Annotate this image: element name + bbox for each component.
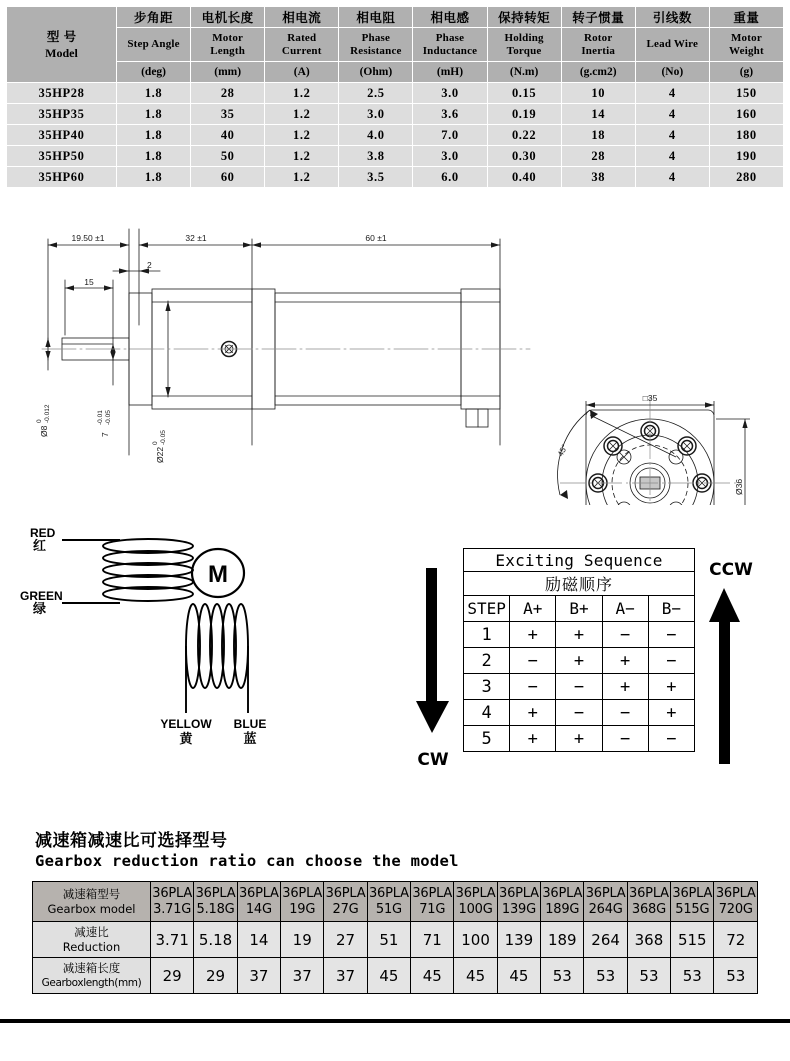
spec-cell-value: 1.8	[117, 167, 191, 188]
spec-cell-model: 35HP50	[7, 146, 117, 167]
dim-pilot-tol-top: 0	[152, 441, 159, 445]
spec-cell-value: 2.5	[339, 83, 413, 104]
lead-green-cn: 绿	[33, 602, 47, 617]
gearbox-model-prefix: 36PLA	[585, 885, 626, 901]
exciting-sequence-body	[464, 549, 695, 752]
gearbox-row-length	[33, 958, 758, 994]
spec-header-row-units	[7, 62, 784, 83]
spec-header-row-en	[7, 28, 784, 62]
spec-col-header-cn-4: 相电感	[413, 7, 487, 28]
gearbox-rowhead-length-cn: 减速箱长度	[62, 960, 121, 975]
gearbox-cell-reduction: 51	[367, 922, 410, 958]
spec-cell-value: 3.0	[413, 83, 487, 104]
gearbox-rowhead-reduction	[33, 922, 151, 958]
gearbox-cell-reduction: 515	[671, 922, 714, 958]
dim-pilot-group	[152, 430, 167, 463]
exciting-sequence-container	[463, 548, 695, 752]
spec-col-header-cn-1: 电机长度	[191, 7, 265, 28]
spec-cell-value: 28	[191, 83, 265, 104]
exc-cell-phase: +	[510, 622, 556, 648]
lead-blue-en: BLUE	[233, 717, 267, 731]
exc-cell-phase: +	[556, 726, 602, 752]
spec-cell-model: 35HP40	[7, 125, 117, 146]
spec-cell-value: 1.8	[117, 125, 191, 146]
gearbox-model-suffix: 51G	[375, 901, 402, 917]
spec-cell-value: 3.0	[413, 146, 487, 167]
spec-cell-value: 50	[191, 146, 265, 167]
exc-header-a-minus: A−	[602, 596, 648, 622]
exc-header-a-plus: A+	[510, 596, 556, 622]
spec-cell-value: 1.2	[265, 125, 339, 146]
spec-header-row-cn	[7, 7, 784, 28]
exc-header-step: STEP	[464, 596, 510, 622]
exc-header-b-minus: B−	[648, 596, 694, 622]
gearbox-model-prefix: 36PLA	[368, 885, 409, 901]
exc-cell-phase: −	[602, 700, 648, 726]
spec-col-unit-0: (deg)	[117, 62, 191, 83]
gearbox-model-prefix: 36PLA	[542, 885, 583, 901]
exciting-sequence-row	[464, 674, 695, 700]
gearbox-cell-reduction: 264	[584, 922, 627, 958]
spec-cell-value: 14	[561, 104, 635, 125]
spec-model-header-cn: 型 号	[46, 28, 77, 44]
spec-col-header-cn-2: 相电流	[265, 7, 339, 28]
gearbox-row-model	[33, 882, 758, 922]
spec-col-unit-7: (No)	[635, 62, 709, 83]
gearbox-model-suffix: 19G	[289, 901, 316, 917]
gearbox-model-prefix: 36PLA	[629, 885, 669, 901]
gearbox-cell-length: 45	[367, 958, 410, 994]
dim-flat-tol-top: -0.01	[97, 410, 104, 425]
gearbox-cell-reduction: 3.71	[151, 922, 194, 958]
exc-cell-step: 2	[464, 648, 510, 674]
gearbox-model-suffix: 5.18G	[196, 901, 235, 917]
gearbox-cell-reduction: 72	[714, 922, 758, 958]
coil-b-group	[186, 604, 248, 713]
winding-wiring-diagram	[0, 520, 440, 790]
dim-flat: 7	[100, 432, 110, 437]
spec-cell-value: 4	[635, 83, 709, 104]
gearbox-model-suffix: 3.71G	[153, 901, 192, 917]
gearbox-cell-length: 45	[411, 958, 454, 994]
spec-cell-value: 28	[561, 146, 635, 167]
spec-col-header-en-8: Motor Weight	[709, 28, 783, 62]
spec-cell-value: 1.2	[265, 146, 339, 167]
spec-col-header-cn-7: 引线数	[635, 7, 709, 28]
spec-cell-value: 35	[191, 104, 265, 125]
cw-direction-indicator	[408, 568, 458, 768]
gearbox-cell-model	[627, 882, 670, 922]
spec-cell-value: 160	[709, 104, 783, 125]
spec-col-unit-8: (g)	[709, 62, 783, 83]
exc-title-row-cn	[464, 572, 695, 596]
spec-col-unit-6: (g.cm2)	[561, 62, 635, 83]
gearbox-cell-length: 53	[627, 958, 670, 994]
dim-circle-36-group	[734, 479, 744, 495]
gearbox-cell-length: 45	[497, 958, 540, 994]
spec-cell-value: 4.0	[339, 125, 413, 146]
lead-red-en: RED	[30, 526, 56, 540]
dim-square-35: □35	[642, 393, 658, 403]
exc-cell-phase: −	[510, 648, 556, 674]
gearbox-model-suffix: 100G	[458, 901, 493, 917]
spec-table-row	[7, 104, 784, 125]
spec-table-body	[7, 83, 784, 188]
spec-cell-model: 35HP28	[7, 83, 117, 104]
spec-col-unit-1: (mm)	[191, 62, 265, 83]
lead-yellow-en: YELLOW	[160, 717, 212, 731]
spec-cell-value: 4	[635, 125, 709, 146]
gearbox-table-container	[32, 881, 758, 994]
gearbox-cell-reduction: 19	[281, 922, 324, 958]
end-view-group	[555, 397, 750, 505]
gearbox-rowhead-reduction-cn: 减速比	[74, 924, 109, 939]
gearbox-cell-model	[237, 882, 280, 922]
exc-cell-phase: +	[556, 622, 602, 648]
gearbox-table-body	[33, 882, 758, 994]
gearbox-cell-length: 53	[714, 958, 758, 994]
gearbox-title-en: Gearbox reduction ratio can choose the model	[35, 852, 459, 870]
wiring-labels	[20, 526, 266, 747]
gearbox-table	[32, 881, 758, 994]
gearbox-cell-length: 53	[671, 958, 714, 994]
gearbox-cell-model	[151, 882, 194, 922]
dim-gearbox-length: 19.50 ±1	[71, 233, 105, 243]
gearbox-rowhead-model-cn: 减速箱型号	[62, 886, 121, 901]
spec-cell-value: 6.0	[413, 167, 487, 188]
gearbox-model-prefix: 36PLA	[325, 885, 366, 901]
spec-cell-value: 1.2	[265, 83, 339, 104]
spec-cell-value: 4	[635, 104, 709, 125]
spec-col-unit-3: (Ohm)	[339, 62, 413, 83]
spec-cell-value: 180	[709, 125, 783, 146]
spec-model-header-en: Model	[45, 45, 78, 60]
exc-cell-step: 4	[464, 700, 510, 726]
motor-symbol-label: M	[208, 561, 228, 588]
exciting-sequence-row	[464, 726, 695, 752]
exc-cell-step: 3	[464, 674, 510, 700]
dim-shaft-diameter: Ø8	[39, 425, 49, 437]
gearbox-cell-length: 29	[194, 958, 237, 994]
spec-cell-model: 35HP35	[7, 104, 117, 125]
spec-col-header-en-6: Rotor Inertia	[561, 28, 635, 62]
exc-cell-phase: −	[648, 726, 694, 752]
spec-cell-value: 18	[561, 125, 635, 146]
motor-dimension-drawing	[0, 205, 790, 505]
spec-col-header-cn-3: 相电阻	[339, 7, 413, 28]
spec-table-row	[7, 83, 784, 104]
gearbox-cell-length: 53	[541, 958, 584, 994]
spec-col-header-en-5: Holding Torque	[487, 28, 561, 62]
spec-col-unit-4: (mH)	[413, 62, 487, 83]
dim-shaft-tol-top: 0	[36, 419, 43, 423]
exc-cell-phase: +	[648, 700, 694, 726]
side-view-group	[42, 229, 530, 455]
spec-cell-value: 4	[635, 167, 709, 188]
gearbox-model-prefix: 36PLA	[238, 885, 279, 901]
gearbox-model-suffix: 720G	[718, 901, 753, 917]
exc-cell-phase: −	[648, 648, 694, 674]
dimension-drawing-svg	[0, 205, 790, 505]
exc-cell-phase: −	[510, 674, 556, 700]
spec-cell-value: 0.30	[487, 146, 561, 167]
gearbox-rowhead-reduction-en: Reduction	[62, 939, 121, 954]
exc-cell-phase: −	[602, 726, 648, 752]
gearbox-cell-reduction: 368	[627, 922, 670, 958]
spec-col-header-cn-5: 保持转矩	[487, 7, 561, 28]
gearbox-cell-length: 37	[324, 958, 367, 994]
gearbox-model-suffix: 189G	[545, 901, 580, 917]
gearbox-model-prefix: 36PLA	[715, 885, 756, 901]
gearbox-cell-reduction: 27	[324, 922, 367, 958]
gearbox-cell-model	[194, 882, 237, 922]
spec-col-header-en-0: Step Angle	[117, 28, 191, 62]
motor-spec-table	[6, 6, 784, 188]
ccw-arrow-svg	[703, 582, 759, 767]
spec-cell-value: 1.8	[117, 104, 191, 125]
gearbox-model-suffix: 264G	[588, 901, 623, 917]
dim-shaft-tol-bottom: -0.012	[44, 404, 51, 423]
gearbox-cell-length: 29	[151, 958, 194, 994]
exc-cell-phase: +	[648, 674, 694, 700]
gearbox-model-prefix: 36PLA	[672, 885, 713, 901]
gearbox-title-cn: 减速箱减速比可选择型号	[35, 831, 228, 851]
exc-header-b-plus: B+	[556, 596, 602, 622]
gearbox-rowhead-length-en: Gearboxlength(mm)	[41, 976, 142, 989]
spec-cell-value: 3.6	[413, 104, 487, 125]
exciting-title-en: Exciting Sequence	[464, 549, 695, 572]
exciting-sequence-table	[463, 548, 695, 752]
spec-cell-value: 0.22	[487, 125, 561, 146]
spec-cell-value: 3.8	[339, 146, 413, 167]
gearbox-model-suffix: 515G	[675, 901, 710, 917]
spec-cell-value: 4	[635, 146, 709, 167]
gearbox-cell-reduction: 100	[454, 922, 497, 958]
dim-angle-45: 45°	[555, 443, 570, 458]
gearbox-cell-model	[281, 882, 324, 922]
gearbox-cell-length: 45	[454, 958, 497, 994]
spec-cell-value: 150	[709, 83, 783, 104]
motor-symbol-group	[192, 549, 244, 597]
gearbox-model-suffix: 139G	[501, 901, 536, 917]
dim-pilot-diameter: Ø22	[155, 446, 165, 463]
spec-cell-value: 3.5	[339, 167, 413, 188]
exc-cell-step: 1	[464, 622, 510, 648]
gearbox-cell-model	[367, 882, 410, 922]
spec-cell-value: 280	[709, 167, 783, 188]
exc-cell-phase: −	[602, 622, 648, 648]
exciting-title-cn: 励磁顺序	[464, 572, 695, 596]
spec-col-header-en-7: Lead Wire	[635, 28, 709, 62]
exc-cell-phase: +	[556, 648, 602, 674]
dim-flat-group	[97, 410, 112, 437]
spec-col-header-en-1: Motor Length	[191, 28, 265, 62]
spec-cell-value: 40	[191, 125, 265, 146]
motor-spec-table-container	[6, 6, 784, 188]
spec-model-header	[7, 7, 117, 83]
cw-arrow-svg	[408, 568, 458, 748]
gearbox-model-prefix: 36PLA	[499, 885, 539, 901]
exc-cell-phase: +	[510, 726, 556, 752]
spec-cell-value: 10	[561, 83, 635, 104]
dim-shaft-diameter-group	[36, 404, 51, 437]
gearbox-cell-model	[497, 882, 540, 922]
spec-cell-value: 7.0	[413, 125, 487, 146]
lead-yellow-cn: 黄	[179, 732, 193, 747]
ccw-direction-indicator	[703, 560, 763, 770]
gearbox-cell-model	[671, 882, 714, 922]
gearbox-cell-length: 37	[237, 958, 280, 994]
gearbox-cell-model	[714, 882, 758, 922]
spec-cell-value: 0.15	[487, 83, 561, 104]
ccw-label: CCW	[709, 560, 753, 580]
exc-header-row	[464, 596, 695, 622]
spec-table-head	[7, 7, 784, 83]
gearbox-cell-model	[584, 882, 627, 922]
dim-total-length: 60 ±1	[365, 233, 387, 243]
spec-cell-value: 0.40	[487, 167, 561, 188]
gearbox-model-suffix: 14G	[245, 901, 272, 917]
exc-cell-step: 5	[464, 726, 510, 752]
dim-motor-body: 32 ±1	[185, 233, 207, 243]
cw-label: CW	[417, 750, 449, 770]
wiring-diagram-svg	[0, 520, 440, 790]
gearbox-model-prefix: 36PLA	[195, 885, 236, 901]
spec-col-header-en-4: Phase Inductance	[413, 28, 487, 62]
spec-cell-value: 60	[191, 167, 265, 188]
dim-angle-group	[556, 443, 570, 458]
spec-cell-model: 35HP60	[7, 167, 117, 188]
dim-flat-tol-bottom: -0.05	[105, 410, 112, 425]
lead-blue-cn: 蓝	[243, 732, 257, 747]
exciting-sequence-row	[464, 622, 695, 648]
spec-col-header-cn-8: 重量	[709, 7, 783, 28]
spec-col-header-cn-6: 转子惯量	[561, 7, 635, 28]
spec-cell-value: 190	[709, 146, 783, 167]
gearbox-cell-model	[411, 882, 454, 922]
exc-cell-phase: +	[602, 674, 648, 700]
spec-cell-value: 1.2	[265, 104, 339, 125]
dim-circle-36: Ø36	[734, 478, 744, 495]
gearbox-cell-model	[454, 882, 497, 922]
spec-cell-value: 1.8	[117, 146, 191, 167]
gearbox-model-prefix: 36PLA	[455, 885, 496, 901]
gearbox-row-reduction	[33, 922, 758, 958]
gearbox-cell-reduction: 139	[497, 922, 540, 958]
gearbox-cell-length: 37	[281, 958, 324, 994]
gearbox-cell-model	[541, 882, 584, 922]
gearbox-model-prefix: 36PLA	[282, 885, 323, 901]
gearbox-rowhead-length	[33, 958, 151, 994]
spec-col-unit-2: (A)	[265, 62, 339, 83]
gearbox-model-suffix: 71G	[419, 901, 446, 917]
gearbox-model-prefix: 36PLA	[152, 885, 193, 901]
spec-cell-value: 1.2	[265, 167, 339, 188]
spec-table-row	[7, 125, 784, 146]
spec-table-row	[7, 146, 784, 167]
dim-pilot-tol-bottom: -0.05	[160, 430, 167, 445]
coil-a-group	[62, 539, 193, 603]
gearbox-model-suffix: 368G	[631, 901, 666, 917]
exc-cell-phase: +	[510, 700, 556, 726]
gearbox-cell-reduction: 71	[411, 922, 454, 958]
dim-shaft-length: 15	[84, 277, 94, 287]
spec-cell-value: 38	[561, 167, 635, 188]
lead-green-en: GREEN	[20, 589, 63, 603]
exciting-sequence-row	[464, 648, 695, 674]
gearbox-cell-reduction: 5.18	[194, 922, 237, 958]
exc-title-row-en	[464, 549, 695, 572]
spec-cell-value: 0.19	[487, 104, 561, 125]
exc-cell-phase: −	[556, 674, 602, 700]
side-view-dimension-labels	[36, 233, 387, 463]
exc-cell-phase: +	[602, 648, 648, 674]
spec-cell-value: 3.0	[339, 104, 413, 125]
spec-col-header-en-2: Rated Current	[265, 28, 339, 62]
exciting-sequence-row	[464, 700, 695, 726]
lead-red-cn: 红	[33, 539, 47, 554]
spec-col-header-en-3: Phase Resistance	[339, 28, 413, 62]
spec-col-header-cn-0: 步角距	[117, 7, 191, 28]
gearbox-rowhead-model	[33, 882, 151, 922]
spec-col-unit-5: (N.m)	[487, 62, 561, 83]
gearbox-model-prefix: 36PLA	[412, 885, 453, 901]
exc-cell-phase: −	[648, 622, 694, 648]
footer-divider	[0, 1019, 790, 1023]
dim-flange: 2	[147, 260, 152, 270]
gearbox-cell-length: 53	[584, 958, 627, 994]
gearbox-cell-model	[324, 882, 367, 922]
exc-cell-phase: −	[556, 700, 602, 726]
spec-cell-value: 1.8	[117, 83, 191, 104]
gearbox-cell-reduction: 14	[237, 922, 280, 958]
gearbox-cell-reduction: 189	[541, 922, 584, 958]
gearbox-rowhead-model-en: Gearbox model	[47, 901, 136, 916]
spec-table-row	[7, 167, 784, 188]
gearbox-model-suffix: 27G	[332, 901, 359, 917]
